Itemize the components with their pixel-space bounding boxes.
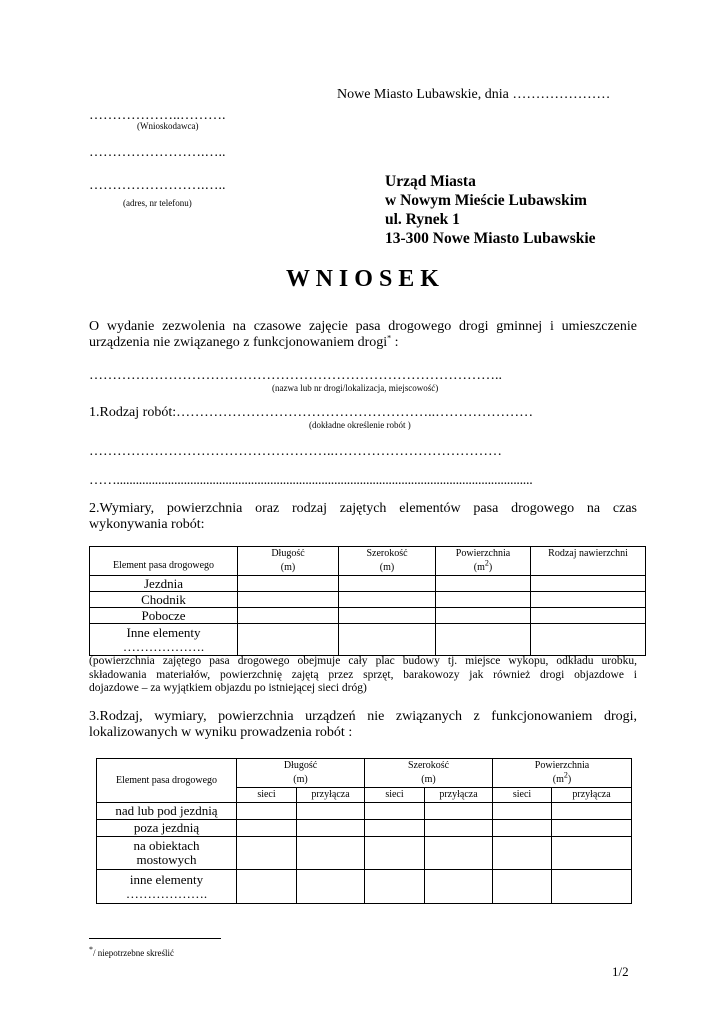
work-type-field-3: …….................................................................................................................................. xyxy=(89,473,533,488)
table-cell[interactable] xyxy=(238,624,339,656)
work-type-field-2: ……………………………………………..……………………………… xyxy=(89,444,502,459)
table-cell[interactable] xyxy=(425,837,493,870)
recipient-line: w Nowym Mieście Lubawskim xyxy=(385,192,587,209)
section2-heading-2: wykonywania robót: xyxy=(89,517,205,532)
table-cell[interactable] xyxy=(339,624,436,656)
col-header-length: Długość (m) xyxy=(237,759,365,788)
sub-header: sieci xyxy=(237,788,297,803)
table-row-label: Inne elementy ………………. xyxy=(90,624,238,656)
col-header-length: Długość (m) xyxy=(238,547,339,576)
occupied-elements-table xyxy=(89,546,646,656)
sub-header: przyłącza xyxy=(425,788,493,803)
table-row-label: Pobocze xyxy=(90,608,238,624)
footnote-marker: * xyxy=(387,333,392,343)
table-cell[interactable] xyxy=(493,870,552,904)
table-row-label: inne elementy ………………. xyxy=(97,870,237,904)
table-cell[interactable] xyxy=(297,870,365,904)
table-cell[interactable] xyxy=(552,820,632,837)
recipient-line: 13-300 Nowe Miasto Lubawskie xyxy=(385,230,596,247)
work-type-field: 1.Rodzaj robót:………………………………………………..………………… xyxy=(89,405,534,420)
section3-heading-2: lokalizowanych w wyniku prowadzenia robót : xyxy=(89,725,353,740)
footnote-marker: * xyxy=(89,945,93,954)
table-row-label: nad lub pod jezdnią xyxy=(97,803,237,820)
table-cell[interactable] xyxy=(552,837,632,870)
address-field-2: …………………….….. xyxy=(89,178,226,193)
table-cell[interactable] xyxy=(297,803,365,820)
table-cell[interactable] xyxy=(238,608,339,624)
table-cell[interactable] xyxy=(365,870,425,904)
table-cell[interactable] xyxy=(436,608,531,624)
table-cell[interactable] xyxy=(365,803,425,820)
col-header-width: Szerokość (m) xyxy=(365,759,493,788)
col-header-area: Powierzchnia $(m^2)$ xyxy=(436,547,531,576)
address-caption: (adres, nr telefonu) xyxy=(123,198,192,208)
table-row-label: Chodnik xyxy=(90,592,238,608)
footnote-divider xyxy=(89,938,221,939)
table-row-label: Jezdnia xyxy=(90,576,238,592)
document-title: W N I O S E K xyxy=(286,266,439,292)
table-cell[interactable] xyxy=(339,592,436,608)
recipient-line: ul. Rynek 1 xyxy=(385,211,460,228)
col-header-element: Element pasa drogowego xyxy=(97,759,237,803)
table-cell[interactable] xyxy=(531,624,646,656)
table-cell[interactable] xyxy=(425,820,493,837)
intro-line-1: O wydanie zezwolenia na czasowe zajęcie pasa drogowego drogi gminnej i umieszczenie xyxy=(89,319,637,334)
table-cell[interactable] xyxy=(297,820,365,837)
footnote: */ niepotrzebne skreślić xyxy=(89,945,174,958)
col-header-surface: Rodzaj nawierzchni xyxy=(531,547,646,576)
table-cell[interactable] xyxy=(237,803,297,820)
table-cell[interactable] xyxy=(425,870,493,904)
table-cell[interactable] xyxy=(425,803,493,820)
work-type-caption: (dokładne określenie robót ) xyxy=(309,420,411,430)
area-note-line: dojazdowe – za wyjątkiem objazdu po istniejącej sieci dróg) xyxy=(89,682,367,694)
table-cell[interactable] xyxy=(436,624,531,656)
place-date: Nowe Miasto Lubawskie, dnia ………………… xyxy=(337,87,611,102)
applicant-field: ………………..………. xyxy=(89,108,226,123)
road-caption: (nazwa lub nr drogi/lokalizacja, miejscowość) xyxy=(272,383,439,393)
table-cell[interactable] xyxy=(339,576,436,592)
table-row-label: na obiektach mostowych xyxy=(97,837,237,870)
area-note-line: składowania materiałów, powierzchnię zajętą przez sprzęt, barakowozy jak również drogi objazdowe i xyxy=(89,669,637,681)
table-cell[interactable] xyxy=(531,608,646,624)
road-field: …………………………………………………………………………….. xyxy=(89,368,502,383)
table-cell[interactable] xyxy=(493,803,552,820)
intro-line-2: urządzenia nie związanego z funkcjonowaniem drogi* : xyxy=(89,333,399,350)
table-cell[interactable] xyxy=(436,576,531,592)
table-cell[interactable] xyxy=(297,837,365,870)
sub-header: sieci xyxy=(365,788,425,803)
recipient-line: Urząd Miasta xyxy=(385,173,476,190)
table-cell[interactable] xyxy=(552,803,632,820)
sub-header: sieci xyxy=(493,788,552,803)
table-cell[interactable] xyxy=(237,837,297,870)
table-cell[interactable] xyxy=(531,592,646,608)
sub-header: przyłącza xyxy=(552,788,632,803)
table-cell[interactable] xyxy=(238,592,339,608)
table-cell[interactable] xyxy=(493,820,552,837)
table-cell[interactable] xyxy=(531,576,646,592)
col-header-width: Szerokość (m) xyxy=(339,547,436,576)
table-cell[interactable] xyxy=(552,870,632,904)
section3-heading-1: 3.Rodzaj, wymiary, powierzchnia urządzeń nie związanych z funkcjonowaniem drogi, xyxy=(89,709,637,724)
section2-heading-1: 2.Wymiary, powierzchnia oraz rodzaj zajętych elementów pasa drogowego na czas xyxy=(89,501,637,516)
address-field-1: …………………….….. xyxy=(89,145,226,160)
page-number: 1/2 xyxy=(612,964,629,979)
col-header-area: Powierzchnia $(m^2)$ xyxy=(493,759,632,788)
devices-table xyxy=(96,758,632,904)
table-cell[interactable] xyxy=(237,820,297,837)
table-row-label: poza jezdnią xyxy=(97,820,237,837)
table-cell[interactable] xyxy=(493,837,552,870)
table-cell[interactable] xyxy=(365,820,425,837)
sub-header: przyłącza xyxy=(297,788,365,803)
table-cell[interactable] xyxy=(339,608,436,624)
col-header-element: Element pasa drogowego xyxy=(90,547,238,576)
table-cell[interactable] xyxy=(237,870,297,904)
table-cell[interactable] xyxy=(436,592,531,608)
applicant-caption: (Wnioskodawca) xyxy=(137,121,199,131)
area-note-line: (powierzchnia zajętego pasa drogowego obejmuje cały plac budowy tj. miejsce wykopu, odkładu urobku, xyxy=(89,655,637,667)
table-cell[interactable] xyxy=(238,576,339,592)
table-cell[interactable] xyxy=(365,837,425,870)
